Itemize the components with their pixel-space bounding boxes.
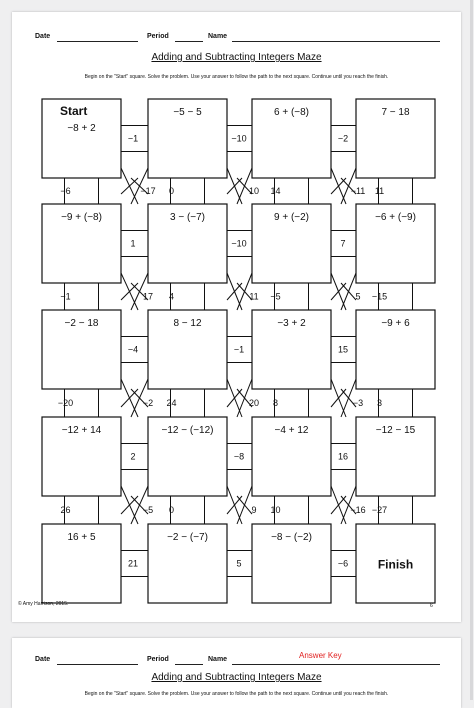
path-answer: 21 (127, 558, 139, 569)
square-problem: 6 + (−8) (273, 107, 310, 118)
square-problem: −2 − 18 (64, 318, 99, 329)
diagonal-line (331, 178, 346, 194)
instructions: Begin on the "Start" square. Solve the problem. Use your answer to follow the path to the next square. Continue until you reach the finish. (84, 74, 389, 80)
square-problem: −6 + (−9) (375, 212, 416, 223)
square-problem: −9 + (−8) (61, 212, 102, 223)
path-answer: 11 (249, 291, 259, 302)
square-problem: −12 − (−12) (161, 425, 214, 436)
scrollbar[interactable] (470, 0, 473, 700)
copyright: © Amy Harrison, 2015. (18, 601, 69, 607)
path-answer: 17 (142, 291, 154, 302)
path-answer: 2 (130, 451, 136, 462)
square-problem: 9 + (−2) (273, 212, 310, 223)
path-answer: −2 (142, 398, 154, 408)
path-answer: −5 (270, 291, 281, 302)
date-label: Date (35, 33, 51, 40)
date-label-2: Date (35, 656, 51, 663)
path-answer: −4 (127, 344, 139, 355)
path-answer: −3 (352, 398, 364, 408)
path-answer: 7 (340, 238, 346, 249)
path-answer: 24 (166, 398, 177, 408)
path-answer: 11 (374, 186, 385, 196)
path-answer: −11 (350, 186, 366, 196)
diagonal-line (121, 496, 138, 514)
maze-grid (12, 82, 461, 622)
path-answer: 0 (168, 505, 175, 515)
name-line-2 (232, 664, 440, 665)
diagonal-line (121, 283, 138, 300)
diagonal-line (227, 496, 242, 514)
path-answer: −6 (337, 558, 349, 569)
path-answer: −1 (233, 344, 245, 355)
path-answer: 5 (355, 291, 361, 302)
square-problem: 16 + 5 (67, 532, 96, 543)
path-answer: −10 (231, 238, 247, 249)
square-problem: −12 − 15 (375, 425, 416, 436)
path-answer: 26 (60, 505, 71, 515)
path-answer: −20 (57, 398, 74, 408)
path-answer: 3 (376, 398, 383, 408)
diagonal-line (227, 178, 242, 194)
path-answer: −1 (60, 291, 71, 302)
path-answer: −17 (140, 186, 156, 196)
diagonal-line (227, 389, 242, 407)
path-answer: 10 (248, 186, 260, 196)
path-answer: 10 (270, 505, 281, 515)
path-answer: 5 (236, 558, 242, 569)
path-answer: −27 (371, 505, 388, 515)
path-answer: −2 (337, 133, 349, 144)
worksheet-title: Adding and Subtracting Integers Maze (151, 52, 322, 63)
square-problem: −5 − 5 (173, 107, 202, 118)
path-answer: −15 (371, 291, 388, 302)
path-answer: 20 (248, 398, 260, 408)
diagonal-line (121, 178, 138, 194)
path-answer: 14 (270, 186, 281, 196)
diagonal-line (341, 273, 356, 310)
answer-key-label: Answer Key (299, 651, 342, 660)
path-answer: 0 (168, 186, 175, 196)
period-label-2: Period (147, 656, 169, 663)
worksheet-title-2: Adding and Subtracting Integers Maze (151, 672, 322, 683)
date-line-2 (57, 664, 138, 665)
name-line (232, 41, 440, 42)
path-answer: 8 (272, 398, 279, 408)
path-answer: −16 (350, 505, 366, 515)
path-answer: 1 (130, 238, 136, 249)
square-problem: 7 − 18 (381, 107, 410, 118)
path-answer: −10 (231, 133, 247, 144)
name-label-2: Name (208, 656, 228, 663)
period-line-2 (175, 664, 203, 665)
square-problem: −3 + 2 (277, 318, 306, 329)
square-problem: −8 − (−2) (271, 532, 312, 543)
square-problem: −12 + 14 (61, 425, 102, 436)
square-problem: 8 − 12 (173, 318, 202, 329)
finish-label: Finish (377, 557, 414, 572)
square-problem: −4 + 12 (274, 425, 309, 436)
worksheet-page-1 (12, 12, 461, 622)
diagonal-line (331, 283, 346, 300)
date-line (57, 41, 138, 42)
square-problem: −2 − (−7) (167, 532, 208, 543)
square-problem: −8 + 2 (67, 123, 96, 134)
diagonal-line (237, 486, 252, 524)
diagonal-line (121, 389, 138, 407)
name-label: Name (208, 33, 228, 40)
start-label: Start (60, 104, 88, 118)
path-answer: −1 (127, 133, 139, 144)
square-problem: 3 − (−7) (169, 212, 206, 223)
period-line (175, 41, 203, 42)
path-answer: 4 (168, 291, 175, 302)
square-problem: −9 + 6 (381, 318, 410, 329)
path-answer: −6 (60, 186, 71, 196)
instructions-2: Begin on the "Start" square. Solve the problem. Use your answer to follow the path to the next square. Continue until you reach the finish. (84, 691, 389, 697)
diagonal-line (331, 496, 346, 514)
page-number: 6 (430, 603, 433, 609)
path-answer: 9 (251, 505, 257, 515)
path-answer: 16 (337, 451, 349, 462)
path-answer: 15 (337, 344, 349, 355)
worksheet-page-2 (12, 638, 461, 708)
path-answer: −8 (233, 451, 245, 462)
period-label: Period (147, 33, 169, 40)
path-answer: −5 (142, 505, 154, 515)
diagonal-line (227, 283, 242, 300)
diagonal-line (331, 389, 346, 407)
